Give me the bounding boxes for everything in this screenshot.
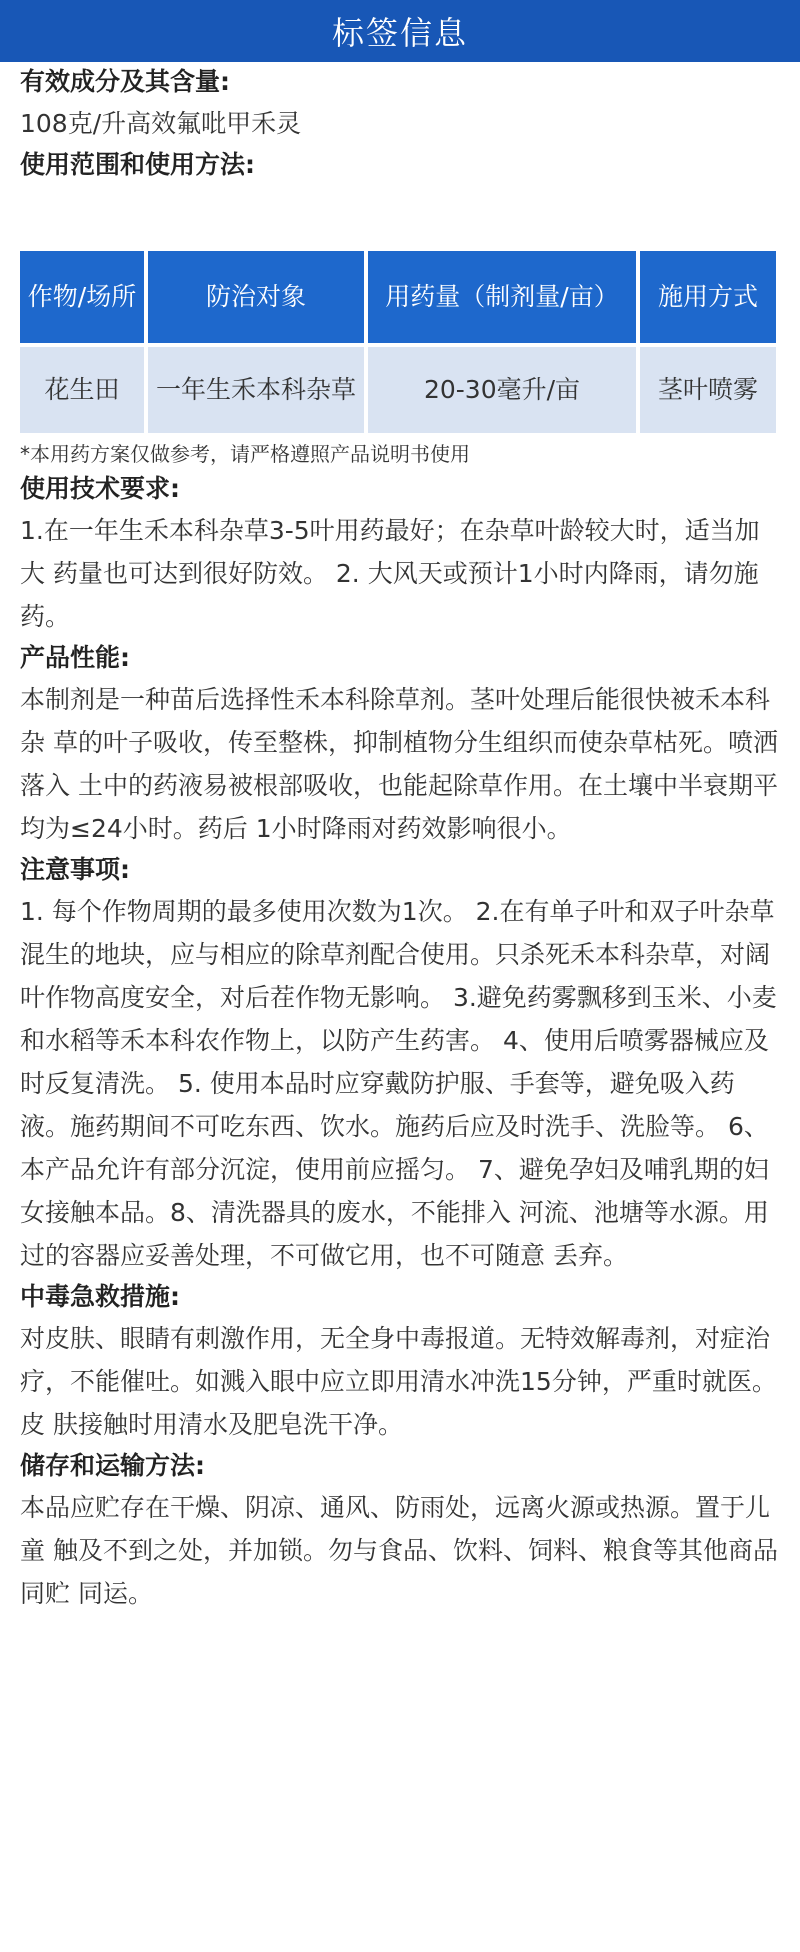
caution-title: 注意事项: (20, 855, 130, 884)
dosage-note: *本用药方案仅做参考，请严格遵照产品说明书使用 (20, 442, 470, 466)
active-ingredient-body: 108克/升高效氟吡甲禾灵 (20, 109, 302, 138)
section-caution (20, 850, 780, 1277)
section-storage (20, 1446, 780, 1615)
caution-body: 1. 每个作物周期的最多使用次数为1次。 2.在有单子叶和双子叶杂草混生的地块，应与相应的除草剂配合使用。只杀死禾本科杂草，对阔叶作物高度安全，对后茬作物无影响。 3.避免药雾飘移到玉米、小麦和水稻等禾本科农作物上，以防产生药害。 4、使用后喷雾器械应及时反复清洗。 5. 使用本品时应穿戴防护服、手套等，避免吸入药液。施药期间不可吃东西、饮水。施药后应及时洗手、洗脸等。 6、本产品允许有部分沉淀，使用前应摇匀。 7、避免孕妇及哺乳期的妇女接触本品。8、清洗器具的废水，不能排入 河流、池塘等水源。用过的容器应妥善处理，不可做它用，也不可随意 丢弃。 (20, 897, 777, 1270)
technical-title: 使用技术要求: (20, 474, 180, 503)
page-header (0, 0, 800, 62)
cell-method: 茎叶喷雾 (640, 347, 776, 433)
header-dosage: 用药量（制剂量/亩） (368, 251, 636, 343)
cell-crop: 花生田 (20, 347, 144, 433)
first-aid-title: 中毒急救措施: (20, 1282, 180, 1311)
storage-title: 储存和运输方法: (20, 1451, 205, 1480)
section-performance (20, 638, 780, 850)
active-ingredient-title: 有效成分及其含量: (20, 67, 230, 96)
cell-dosage: 20-30毫升/亩 (368, 347, 636, 433)
technical-body: 1.在一年生禾本科杂草3-5叶用药最好；在杂草叶龄较大时，适当加大 药量也可达到很好防效。 2. 大风天或预计1小时内降雨，请勿施药。 (20, 516, 760, 631)
first-aid-body: 对皮肤、眼睛有刺激作用，无全身中毒报道。无特效解毒剂，对症治 疗，不能催吐。如溅入眼中应立即用清水冲洗15分钟，严重时就医。皮 肤接触时用清水及肥皂洗干净。 (20, 1324, 777, 1439)
label-content (0, 62, 800, 1615)
section-first-aid (20, 1277, 780, 1446)
dosage-table (16, 247, 780, 437)
usage-scope-title: 使用范围和使用方法: (20, 150, 255, 179)
header-target: 防治对象 (148, 251, 364, 343)
storage-body: 本品应贮存在干燥、阴凉、通风、防雨处，远离火源或热源。置于儿童 触及不到之处，并加锁。勿与食品、饮料、饲料、粮食等其他商品同贮 同运。 (20, 1493, 778, 1608)
section-usage-scope (20, 145, 780, 185)
header-method: 施用方式 (640, 251, 776, 343)
page-title: 标签信息 (331, 14, 468, 52)
table-row (20, 347, 776, 433)
dosage-table-header-row (20, 251, 776, 343)
performance-title: 产品性能: (20, 643, 130, 672)
cell-target: 一年生禾本科杂草 (148, 347, 364, 433)
section-active-ingredient (20, 62, 780, 145)
performance-body: 本制剂是一种苗后选择性禾本科除草剂。茎叶处理后能很快被禾本科杂 草的叶子吸收，传至整株，抑制植物分生组织而使杂草枯死。喷洒落入 土中的药液易被根部吸收，也能起除草作用。在土壤中半衰期平均为≤24小时。药后 1小时降雨对药效影响很小。 (20, 685, 778, 843)
header-crop: 作物/场所 (20, 251, 144, 343)
section-technical (20, 469, 780, 638)
